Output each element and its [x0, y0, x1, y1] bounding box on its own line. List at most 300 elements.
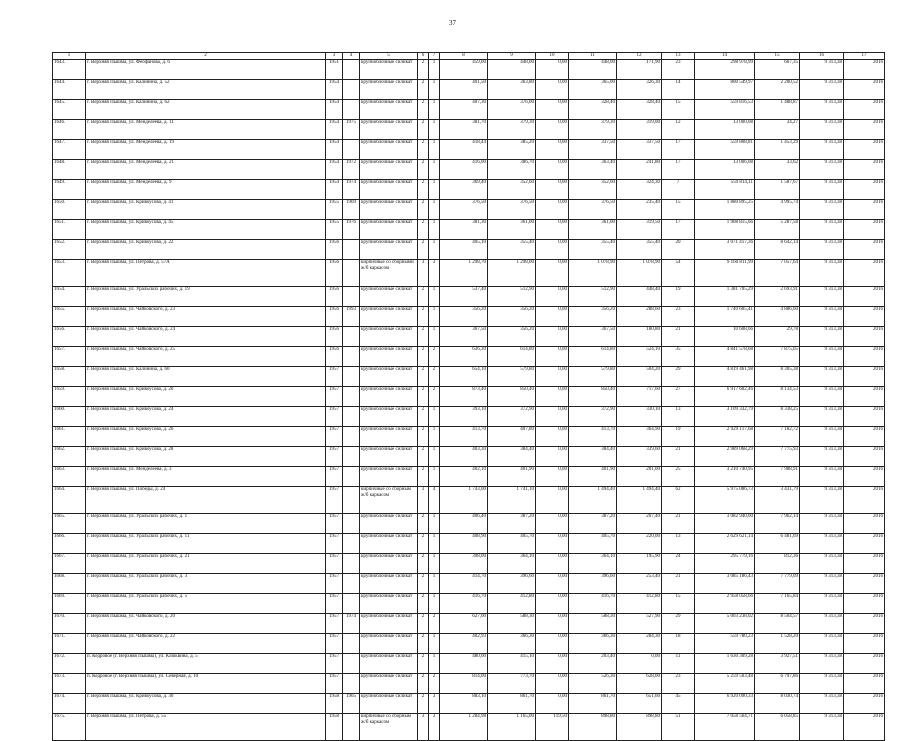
table-cell — [343, 260, 360, 287]
table-cell: 365,00 — [569, 80, 617, 100]
table-cell: 9 313,38 — [800, 220, 844, 240]
table-cell: 2016 — [844, 140, 885, 160]
table-cell: 2 — [418, 80, 429, 100]
table-cell: 0,00 — [536, 60, 569, 80]
table-cell: 1 — [429, 180, 440, 200]
table-cell — [343, 714, 360, 741]
table-cell: 2016 — [844, 594, 885, 614]
table-cell: крупноблочные силикат — [360, 467, 418, 487]
table-cell: 1957 — [326, 594, 343, 614]
table-cell: 2016 — [844, 407, 885, 427]
table-cell: 7 — [662, 180, 695, 200]
table-row — [53, 594, 885, 614]
table-cell: г. Верхняя Пышма, ул. Кривоусова, д. 20 — [86, 387, 326, 407]
table-cell: 5 287,58 — [755, 220, 800, 240]
table-cell: 9 313,38 — [800, 487, 844, 514]
table-cell: 298 978,99 — [695, 60, 755, 80]
table-cell: 21 — [662, 514, 695, 534]
table-cell: крупноблочные силикат — [360, 387, 418, 407]
table-cell: 2016 — [844, 200, 885, 220]
table-cell: 814,00 — [440, 674, 488, 694]
table-cell: 2 — [418, 534, 429, 554]
table-cell: 1644. — [53, 80, 86, 100]
table-cell: 2 — [418, 467, 429, 487]
table-cell: 1670. — [53, 614, 86, 634]
table-cell: 5 003 238,02 — [695, 614, 755, 634]
table-cell: 2016 — [844, 487, 885, 514]
table-cell: 407,30 — [440, 100, 488, 120]
table-cell: 241,80 — [617, 160, 662, 180]
table-cell: 1 — [429, 554, 440, 574]
table-cell: 2 — [418, 514, 429, 534]
table-cell: 1 908 815,66 — [695, 220, 755, 240]
table-cell: 376,50 — [440, 200, 488, 220]
table-cell: 29 — [662, 367, 695, 387]
table-cell: г. Верхняя Пышма, ул. Менделеева, д. 19 — [86, 140, 326, 160]
table-cell: 220,00 — [617, 534, 662, 554]
table-cell: 367,50 — [440, 327, 488, 347]
table-cell: 330,10 — [617, 407, 662, 427]
table-cell: 1650. — [53, 200, 86, 220]
table-cell: 171,90 — [617, 60, 662, 80]
table-cell: 1957 — [326, 574, 343, 594]
table-cell: 1669. — [53, 594, 86, 614]
table-cell: 408,90 — [440, 534, 488, 554]
table-cell: 1 528,20 — [755, 634, 800, 654]
table-cell: 337,50 — [569, 140, 617, 160]
table-cell: 2016 — [844, 427, 885, 447]
table-cell: 1956 — [326, 307, 343, 327]
table-cell: крупноблочные силикат — [360, 514, 418, 534]
table-cell — [343, 80, 360, 100]
table-cell: 0,00 — [536, 220, 569, 240]
table-cell: 2 — [418, 674, 429, 694]
table-cell: 412,80 — [617, 594, 662, 614]
table-cell: 2 — [418, 367, 429, 387]
table-cell: 13 000,08 — [695, 120, 755, 140]
table-cell: 1 — [429, 327, 440, 347]
table-cell: 614,80 — [569, 347, 617, 367]
table-cell: г. Верхняя Пышма, ул. Менделеева, д. 3 — [86, 467, 326, 487]
table-row — [53, 140, 885, 160]
table-cell: 7 875,05 — [755, 347, 800, 367]
table-cell: г. Верхняя Пышма, ул. Калинина, д. 60 — [86, 367, 326, 387]
table-cell: 393,10 — [440, 407, 488, 427]
table-row — [53, 367, 885, 387]
table-cell: 1974 — [343, 180, 360, 200]
table-cell: 7 775,93 — [755, 447, 800, 467]
table-cell: г. Верхняя Пышма, ул. Менделеева, д. 11 — [86, 120, 326, 140]
table-cell — [343, 674, 360, 694]
table-cell: 0,00 — [536, 80, 569, 100]
table-cell: 0,00 — [536, 387, 569, 407]
table-cell — [343, 387, 360, 407]
table-row — [53, 554, 885, 574]
table-cell: 413,70 — [440, 427, 488, 447]
table-cell: 559 814,11 — [695, 180, 755, 200]
table-cell: 3 — [429, 714, 440, 741]
table-cell: 812,36 — [755, 554, 800, 574]
table-cell: 7 962,14 — [755, 514, 800, 534]
table-cell: 6 917 602,46 — [695, 387, 755, 407]
table-cell: 352,60 — [488, 180, 536, 200]
table-cell: 195,90 — [617, 554, 662, 574]
table-cell: крупноблочные силикат — [360, 447, 418, 467]
table-cell: 319,00 — [617, 120, 662, 140]
table-cell: 414,70 — [440, 574, 488, 594]
table-cell: 9 313,38 — [800, 80, 844, 100]
table-cell: 1657. — [53, 347, 86, 367]
table-cell: 372,90 — [488, 407, 536, 427]
table-row — [53, 534, 885, 554]
table-row — [53, 467, 885, 487]
table-cell: крупноблочные силикат — [360, 534, 418, 554]
table-cell: 17 — [662, 220, 695, 240]
table-cell: 33,62 — [755, 160, 800, 180]
table-cell: 415,10 — [488, 654, 536, 674]
table-cell: г. Верхняя Пышма, ул. Уральских рабочих, д. 11 — [86, 534, 326, 554]
table-row — [53, 387, 885, 407]
table-cell: 4 841 578,68 — [695, 347, 755, 367]
table-cell: 1 — [429, 200, 440, 220]
table-cell: 1 488,87 — [755, 100, 800, 120]
table-cell: 1 298,00 — [488, 260, 536, 287]
table-cell: 8 030,74 — [755, 694, 800, 714]
header-row — [53, 53, 885, 60]
table-cell: 7 165,84 — [755, 594, 800, 614]
table-cell: 1667. — [53, 554, 86, 574]
table-cell: 13 006,08 — [695, 160, 755, 180]
table-cell: 9 313,38 — [800, 327, 844, 347]
table-cell: 13 — [662, 407, 695, 427]
table-row — [53, 674, 885, 694]
table-cell: 0,00 — [536, 240, 569, 260]
table-cell: 2016 — [844, 574, 885, 594]
table-cell: 9 313,38 — [800, 447, 844, 467]
table-cell: 2016 — [844, 447, 885, 467]
table-row — [53, 160, 885, 180]
table-cell: 319,50 — [617, 220, 662, 240]
table-cell: 773,70 — [488, 674, 536, 694]
table-cell: 9 313,38 — [800, 180, 844, 200]
table-cell: 2016 — [844, 220, 885, 240]
table-cell: 1673. — [53, 674, 86, 694]
table-cell: 2 — [418, 387, 429, 407]
table-cell: 2 — [418, 60, 429, 80]
table-cell: 396,60 — [569, 574, 617, 594]
table-cell: 2 — [418, 327, 429, 347]
table-cell: 401,50 — [440, 80, 488, 100]
table-cell: 1954 — [326, 120, 343, 140]
table-cell: 1 587,67 — [755, 180, 800, 200]
table-cell: 3 — [418, 714, 429, 741]
table-cell: 0,00 — [536, 307, 569, 327]
table-cell: 2 — [418, 407, 429, 427]
table-cell: 401,90 — [488, 467, 536, 487]
table-cell: крупноблочные силикат — [360, 200, 418, 220]
table-cell: кирпичные со сборным ж/б каркасом — [360, 487, 418, 514]
table-cell: 1 — [429, 634, 440, 654]
table-cell: 1 298,70 — [440, 260, 488, 287]
table-cell: 1 — [429, 287, 440, 307]
table-cell — [343, 534, 360, 554]
table-cell: 1955 — [326, 220, 343, 240]
table-cell: г. Верхняя Пышма, ул. Менделеева, д. 9 — [86, 180, 326, 200]
table-row — [53, 60, 885, 80]
table-cell: 17 — [662, 140, 695, 160]
table-cell: п. Кедровое (г. Верхняя Пышма), ул. Клюквина, д. 5 — [86, 654, 326, 674]
table-cell: 898,80 — [569, 714, 617, 741]
table-cell: 1 494,40 — [569, 487, 617, 514]
table-cell: 1 — [429, 120, 440, 140]
table-cell: 1651. — [53, 220, 86, 240]
table-cell: 1957 — [326, 487, 343, 514]
table-cell: 7 182,72 — [755, 427, 800, 447]
table-cell: 1 880 895,25 — [695, 200, 755, 220]
table-cell: 17 — [662, 160, 695, 180]
table-cell: 403,30 — [440, 447, 488, 467]
table-cell: 2 — [429, 674, 440, 694]
table-cell: крупноблочные силикат — [360, 674, 418, 694]
table-cell: 9 313,38 — [800, 467, 844, 487]
table-cell: 337,50 — [617, 140, 662, 160]
table-cell: 588,30 — [569, 614, 617, 634]
table-cell: 352,60 — [569, 180, 617, 200]
table-cell: 1 — [429, 574, 440, 594]
table-cell: 2016 — [844, 60, 885, 80]
table-cell: 54 — [662, 260, 695, 287]
table-cell — [343, 100, 360, 120]
table-cell — [343, 514, 360, 534]
table-cell: 6 920 090,33 — [695, 694, 755, 714]
table-cell: 1957 — [326, 387, 343, 407]
table-row — [53, 487, 885, 514]
table-cell: крупноблочные силикат — [360, 614, 418, 634]
table-cell: 25 — [662, 467, 695, 487]
table-cell: крупноблочные силикат — [360, 654, 418, 674]
table-cell: 5 259 503,48 — [695, 674, 755, 694]
table-cell: 1957 — [326, 427, 343, 447]
table-cell: 2 — [418, 594, 429, 614]
table-cell: 9 313,38 — [800, 634, 844, 654]
table-cell: 119,50 — [536, 714, 569, 741]
table-cell: 1954 — [326, 100, 343, 120]
table-cell: 361,00 — [488, 220, 536, 240]
table-cell: 405,70 — [569, 534, 617, 554]
table-cell — [343, 634, 360, 654]
table-cell: 537,40 — [440, 287, 488, 307]
table-cell: 10 608,66 — [695, 327, 755, 347]
table-row — [53, 307, 885, 327]
table-cell: 3 — [418, 260, 429, 287]
table-cell: 355,40 — [569, 240, 617, 260]
table-row — [53, 120, 885, 140]
table-cell: 2016 — [844, 634, 885, 654]
table-cell: 480,00 — [440, 654, 488, 674]
table-cell: 1956 — [326, 347, 343, 367]
table-cell: 1649. — [53, 180, 86, 200]
table-cell: 1 — [429, 240, 440, 260]
column-header: 5 — [360, 53, 418, 60]
table-cell: 3 927,51 — [755, 654, 800, 674]
table-cell: 402,10 — [440, 467, 488, 487]
table-cell: 1957 — [326, 447, 343, 467]
table-cell: 0,00 — [536, 140, 569, 160]
table-cell: 180,80 — [617, 327, 662, 347]
table-cell: г. Верхняя Пышма, ул. Кривоусова, д. 45 — [86, 220, 326, 240]
table-cell: 1954 — [326, 180, 343, 200]
table-cell: 2016 — [844, 387, 885, 407]
table-cell: 2 — [418, 307, 429, 327]
table-cell: 0,00 — [536, 634, 569, 654]
table-cell: 356,20 — [488, 327, 536, 347]
table-cell: 1956 — [326, 327, 343, 347]
table-cell: 2 629 621,14 — [695, 534, 755, 554]
table-cell: 203,40 — [569, 654, 617, 674]
table-cell: 405,10 — [440, 240, 488, 260]
table-cell: 1972 — [343, 160, 360, 180]
table-cell: 1656. — [53, 327, 86, 347]
table-cell: 1666. — [53, 534, 86, 554]
table-cell: 1645. — [53, 100, 86, 120]
table-cell: 6 481,69 — [755, 534, 800, 554]
table-cell: 328,40 — [569, 100, 617, 120]
table-cell: 1 — [429, 160, 440, 180]
table-cell: 512,90 — [569, 287, 617, 307]
table-cell: 9 160 811,99 — [695, 260, 755, 287]
table-cell: 1663. — [53, 467, 86, 487]
column-header: 14 — [695, 53, 755, 60]
table-cell: 2 — [418, 287, 429, 307]
table-cell: 9 313,38 — [800, 200, 844, 220]
column-header: 8 — [440, 53, 488, 60]
table-row — [53, 514, 885, 534]
table-cell: 1974 — [343, 614, 360, 634]
table-cell: 9 313,38 — [800, 287, 844, 307]
table-cell: 1958 — [326, 694, 343, 714]
table-cell: 1957 — [326, 367, 343, 387]
table-cell: 1956 — [326, 287, 343, 307]
table-cell: 2 — [418, 120, 429, 140]
table-cell: 9 313,38 — [800, 120, 844, 140]
table-cell: 267,40 — [617, 514, 662, 534]
table-cell: 1957 — [326, 407, 343, 427]
table-cell: 2 — [418, 200, 429, 220]
table-row — [53, 447, 885, 467]
table-cell: 1957 — [326, 634, 343, 654]
table-cell: 1 — [429, 60, 440, 80]
table-cell: 1958 — [326, 714, 343, 741]
table-cell: 1 078,90 — [617, 260, 662, 287]
table-cell: 295 779,16 — [695, 554, 755, 574]
table-cell — [343, 327, 360, 347]
table-cell: 2 — [418, 554, 429, 574]
table-cell: 0,00 — [536, 654, 569, 674]
table-cell: 1957 — [326, 514, 343, 534]
table-cell: 356,20 — [440, 307, 488, 327]
table-row — [53, 614, 885, 634]
table-cell — [343, 140, 360, 160]
table-cell: 3 085 186,43 — [695, 574, 755, 594]
table-cell: 588,30 — [488, 614, 536, 634]
table-cell: 2016 — [844, 100, 885, 120]
table-cell: 201,00 — [617, 467, 662, 487]
table-cell: 7 057,64 — [755, 260, 800, 287]
table-cell: крупноблочные силикат — [360, 694, 418, 714]
table-cell: крупноблочные силикат — [360, 327, 418, 347]
column-header: 2 — [86, 53, 326, 60]
table-cell: 2 — [418, 347, 429, 367]
table-cell: 412,80 — [488, 594, 536, 614]
table-row — [53, 220, 885, 240]
table-cell: 2016 — [844, 514, 885, 534]
table-cell: 1954 — [326, 80, 343, 100]
table-cell: 1660. — [53, 407, 86, 427]
table-cell: 0,00 — [536, 614, 569, 634]
table-cell: 23 — [662, 60, 695, 80]
table-cell: г. Верхняя Пышма, ул. Петрова, д. 57А — [86, 260, 326, 287]
table-cell: 1664. — [53, 487, 86, 514]
table-cell — [343, 240, 360, 260]
table-cell: 355,40 — [488, 240, 536, 260]
table-cell: крупноблочные силикат — [360, 427, 418, 447]
table-row — [53, 714, 885, 741]
table-cell: 627,00 — [440, 614, 488, 634]
table-cell: крупноблочные силикат — [360, 307, 418, 327]
table-cell: 2016 — [844, 287, 885, 307]
table-cell: 2 — [418, 634, 429, 654]
table-cell: 1672. — [53, 654, 86, 674]
table-cell: 406,40 — [440, 514, 488, 534]
table-cell: 9 313,38 — [800, 347, 844, 367]
table-cell: крупноблочные силикат — [360, 180, 418, 200]
table-cell: 284,30 — [617, 634, 662, 654]
table-cell: 3 — [429, 260, 440, 287]
table-cell: 1975 — [343, 120, 360, 140]
table-cell: 1 630 309,28 — [695, 654, 755, 674]
table-cell: 0,00 — [536, 674, 569, 694]
table-cell: 883,10 — [440, 694, 488, 714]
table-cell: 1671. — [53, 634, 86, 654]
column-header: 7 — [429, 53, 440, 60]
table-row — [53, 80, 885, 100]
table-cell: крупноблочные силикат — [360, 140, 418, 160]
table-cell: 1 165,00 — [488, 714, 536, 741]
table-cell: 398,00 — [440, 554, 488, 574]
table-cell: крупноблочные силикат — [360, 100, 418, 120]
table-cell: 401,90 — [569, 467, 617, 487]
table-cell: 2 — [429, 367, 440, 387]
table-cell: 328,40 — [617, 100, 662, 120]
table-cell: 51 — [662, 714, 695, 741]
table-cell: 2 — [418, 160, 429, 180]
table-cell: г. Верхняя Пышма, ул. Калинина, д. 62 — [86, 100, 326, 120]
table-cell: 0,00 — [536, 287, 569, 307]
table-cell: 9 313,38 — [800, 427, 844, 447]
table-cell: 364,10 — [488, 554, 536, 574]
table-cell: 0,00 — [536, 180, 569, 200]
table-cell: 387,20 — [569, 514, 617, 534]
table-cell: 1957 — [326, 554, 343, 574]
table-cell: 9 313,38 — [800, 574, 844, 594]
table-cell: 2 929 117,68 — [695, 427, 755, 447]
table-cell: 2016 — [844, 534, 885, 554]
table-cell: крупноблочные силикат — [360, 287, 418, 307]
table-cell: 6 058,85 — [755, 714, 800, 741]
table-cell: 448,00 — [488, 60, 536, 80]
table-cell: 253,40 — [617, 574, 662, 594]
table-cell: 1648. — [53, 160, 86, 180]
